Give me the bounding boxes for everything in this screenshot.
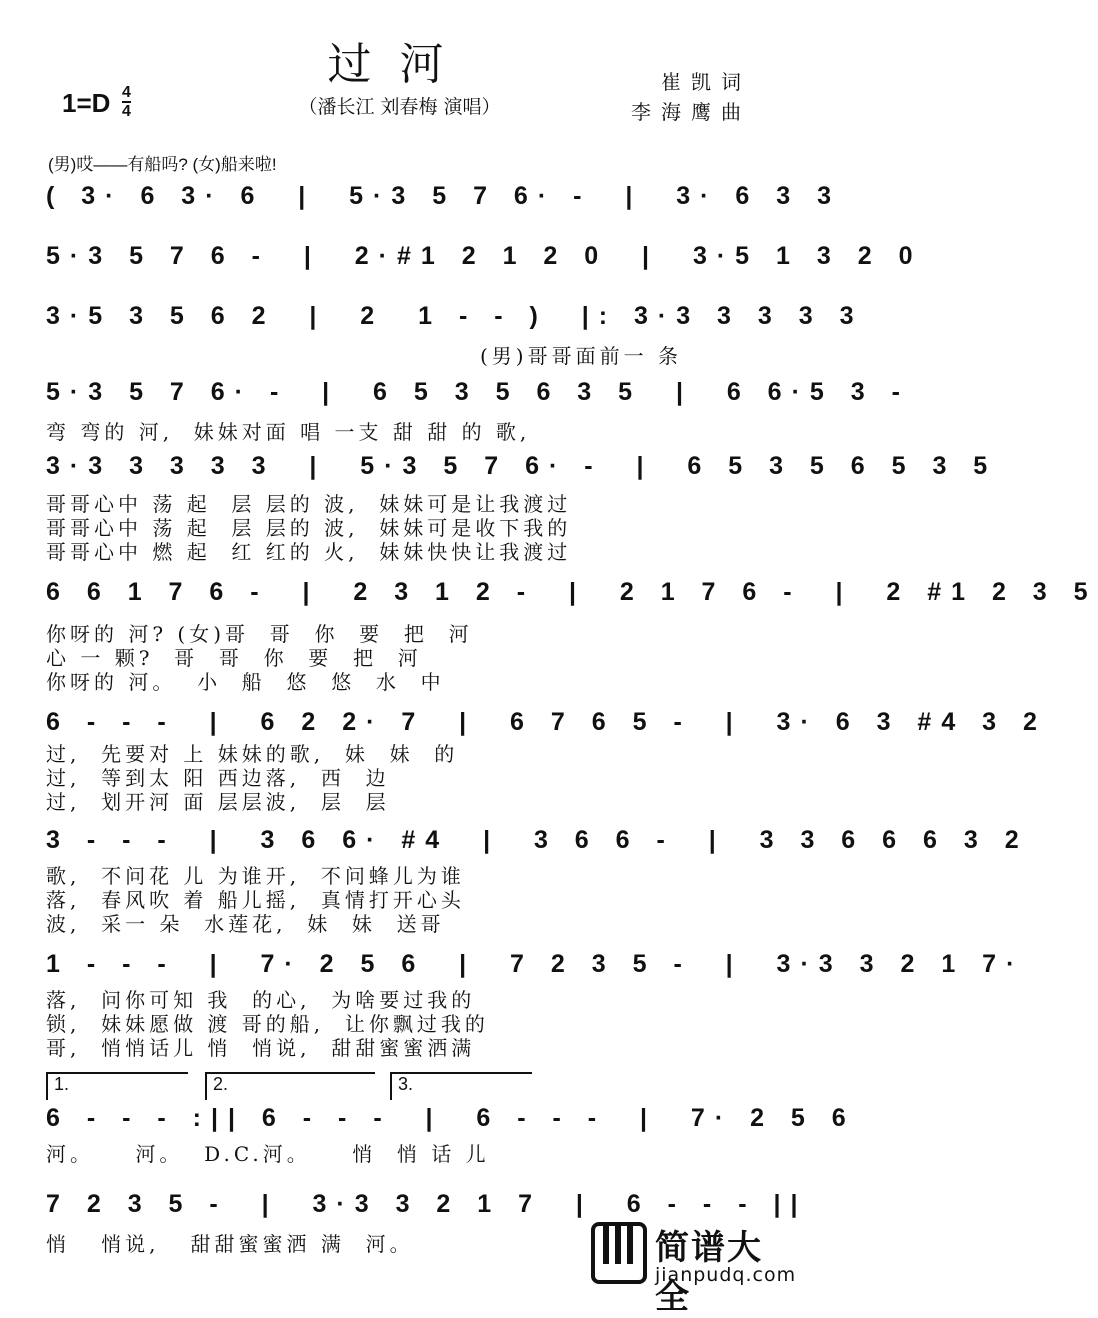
key-signature: 1=D	[62, 88, 111, 118]
lyric-line-9b: 锁, 妹妹愿做 渡 哥的船, 让你飘过我的	[46, 1012, 489, 1036]
lyricist-credit: 崔凯词	[661, 70, 751, 94]
watermark-url: jianpudq.com	[655, 1264, 797, 1286]
volta-label-3: 3.	[398, 1074, 414, 1094]
volta-label-1: 1.	[54, 1074, 70, 1094]
lyric-line-6c: 你呀的 河。 小 船 悠 悠 水 中	[46, 670, 445, 694]
lyric-line-9c: 哥, 悄悄话儿 悄 悄说, 甜甜蜜蜜洒满	[46, 1036, 476, 1060]
score-line-10: 6 - - - :|| 6 - - - | 6 - - - | 7· 2 5 6	[46, 1104, 856, 1132]
lyric-line-8b: 落, 春风吹 着 船儿摇, 真情打开心头	[46, 888, 465, 912]
lyric-line-5a: 哥哥心中 荡 起 层 层的 波, 妹妹可是让我渡过	[46, 492, 572, 516]
volta-label-2: 2.	[213, 1074, 229, 1094]
score-line-2: 5·3 5 7 6 - | 2·#1 2 1 2 0 | 3·5 1 3 2 0	[46, 242, 923, 270]
score-line-3: 3·5 3 5 6 2 | 2 1 - - ) |: 3·3 3 3 3 3	[46, 302, 864, 330]
score-line-9: 1 - - - | 7· 2 5 6 | 7 2 3 5 - | 3·3 3 2 1 7·	[46, 950, 1025, 978]
score-line-5: 3·3 3 3 3 3 | 5·3 5 7 6· - | 6 5 3 5 6 5 3 5	[46, 452, 998, 480]
performers: （潘长江 刘春梅 演唱）	[298, 96, 501, 118]
lyric-line-4: 弯 弯的 河, 妹妹对面 唱 一支 甜 甜 的 歌,	[46, 420, 531, 444]
lyric-line-6b: 心 一 颗? 哥 哥 你 要 把 河	[46, 646, 422, 670]
intro-dialogue: (男)哎——有船吗? (女)船来啦!	[48, 155, 277, 174]
meter-bottom: 4	[122, 103, 131, 120]
song-title: 过河	[327, 39, 472, 90]
lyric-line-3: (男)哥哥面前一 条	[480, 344, 682, 368]
lyric-line-5b: 哥哥心中 荡 起 层 层的 波, 妹妹可是收下我的	[46, 516, 572, 540]
watermark-brand: 简谱大全	[655, 1228, 763, 1317]
piano-icon	[591, 1222, 647, 1284]
lyric-line-7c: 过, 划开河 面 层层波, 层 层	[46, 790, 390, 814]
lyric-line-8a: 歌, 不问花 儿 为谁开, 不问蜂儿为谁	[46, 864, 465, 888]
lyric-line-11: 悄 悄说, 甜甜蜜蜜洒 满 河。	[46, 1232, 414, 1256]
score-line-8: 3 - - - | 3 6 6· #4 | 3 6 6 - | 3 3 6 6 6 3 2	[46, 826, 1029, 854]
watermark-logo	[591, 1220, 797, 1317]
volta-bracket-1	[46, 1072, 188, 1100]
score-line-4: 5·3 5 7 6· - | 6 5 3 5 6 3 5 | 6 6·5 3 -	[46, 378, 910, 406]
meter-top: 4	[122, 84, 131, 101]
lyric-line-7b: 过, 等到太 阳 西边落, 西 边	[46, 766, 390, 790]
lyric-line-10: 河。 河。 D.C.河。 悄 悄 话 儿	[46, 1142, 490, 1166]
volta-bracket-3	[390, 1072, 532, 1100]
lyric-line-6a: 你呀的 河? (女)哥 哥 你 要 把 河	[46, 622, 473, 646]
lyric-line-7a: 过, 先要对 上 妹妹的歌, 妹 妹 的	[46, 742, 459, 766]
score-line-6: 6 6 1 7 6 - | 2 3 1 2 - | 2 1 7 6 - | 2 #1 2 3 5	[46, 578, 1098, 606]
score-line-11: 7 2 3 5 - | 3·3 3 2 1 7 | 6 - - - ||	[46, 1190, 808, 1218]
lyric-line-5c: 哥哥心中 燃 起 红 红的 火, 妹妹快快让我渡过	[46, 540, 572, 564]
composer-credit: 李海鹰曲	[631, 100, 751, 124]
volta-bracket-2	[205, 1072, 375, 1100]
lyric-line-8c: 波, 采一 朵 水莲花, 妹 妹 送哥	[46, 912, 445, 936]
score-line-1: ( 3· 6 3· 6 | 5·3 5 7 6· - | 3· 6 3 3	[46, 182, 841, 210]
score-line-7: 6 - - - | 6 2 2· 7 | 6 7 6 5 - | 3· 6 3 #4 3 2	[46, 708, 1047, 736]
lyric-line-9a: 落, 问你可知 我 的心, 为啥要过我的	[46, 988, 476, 1012]
